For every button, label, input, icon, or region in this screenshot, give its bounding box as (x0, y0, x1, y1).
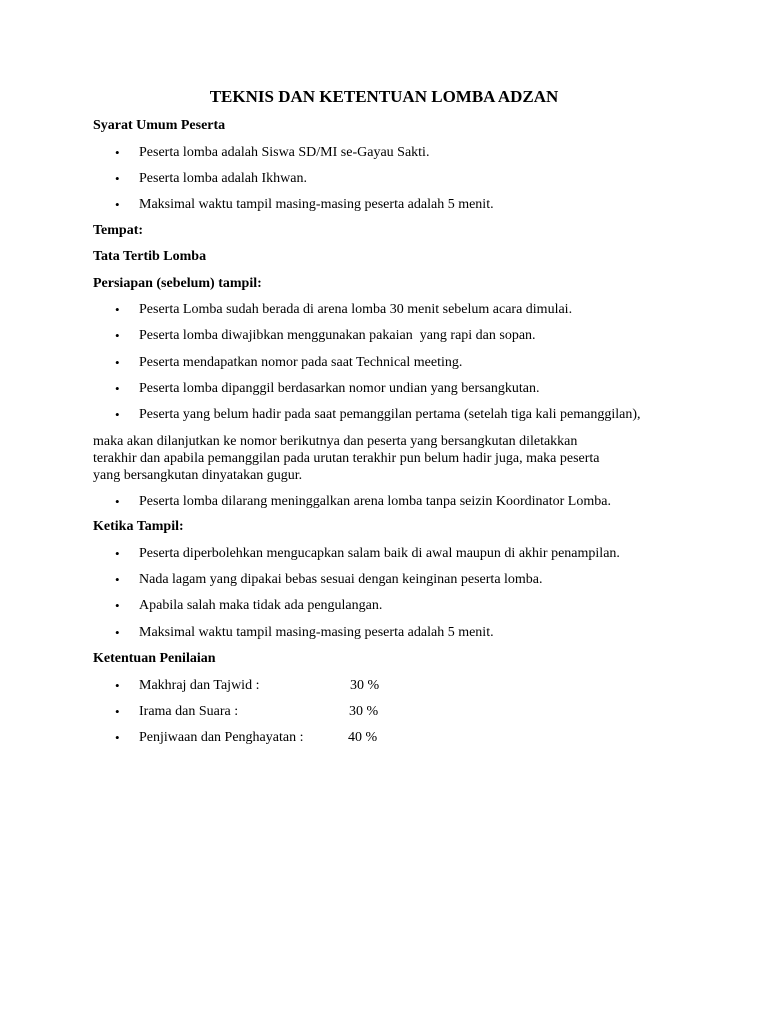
section-heading-persiapan: Persiapan (sebelum) tampil: (93, 276, 262, 291)
bullet-icon: • (115, 381, 120, 396)
continuation-paragraph (93, 433, 693, 484)
bullet-icon: • (115, 572, 120, 587)
list-item-text: Peserta lomba dipanggil berdasarkan nomor undian yang bersangkutan. (139, 381, 540, 396)
section-heading-tempat: Tempat: (93, 223, 144, 238)
list-item-text: Apabila salah maka tidak ada pengulangan. (139, 598, 383, 613)
list-item (0, 545, 768, 563)
bullet-icon: • (115, 598, 120, 613)
list-item-text: Peserta yang belum hadir pada saat pemanggilan pertama (setelah tiga kali pemanggilan), (139, 407, 641, 422)
list-item (0, 624, 768, 642)
list-item-text: Maksimal waktu tampil masing-masing peserta adalah 5 menit. (139, 197, 494, 212)
section-heading-penilaian: Ketentuan Penilaian (93, 651, 216, 666)
list-item (0, 597, 768, 615)
section-heading-syarat: Syarat Umum Peserta (93, 118, 226, 133)
bullet-icon: • (115, 197, 120, 212)
scoring-value: 30 % (349, 704, 379, 719)
bullet-icon: • (115, 145, 120, 160)
bullet-icon: • (115, 625, 120, 640)
list-item-text: Peserta Lomba sudah berada di arena lomba 30 menit sebelum acara dimulai. (139, 302, 573, 317)
list-item (0, 380, 768, 398)
list-item (0, 144, 768, 162)
list-item-text: Peserta diperbolehkan mengucapkan salam baik di awal maupun di akhir penampilan. (139, 546, 620, 561)
list-item (0, 327, 768, 345)
list-item-text: Peserta lomba diwajibkan menggunakan pakaian yang rapi dan sopan. (139, 328, 536, 343)
scoring-label: Irama dan Suara : (139, 704, 239, 719)
scoring-label: Penjiwaan dan Penghayatan : (139, 730, 304, 745)
bullet-icon: • (115, 730, 120, 745)
scoring-label: Makhraj dan Tajwid : (139, 678, 260, 693)
bullet-icon: • (115, 407, 120, 422)
paragraph-line: maka akan dilanjutkan ke nomor berikutnya dan peserta yang bersangkutan diletakkan (93, 434, 578, 449)
list-item (0, 493, 768, 511)
section-heading-tata-tertib: Tata Tertib Lomba (93, 249, 207, 264)
list-item (0, 170, 768, 188)
scoring-item (0, 729, 768, 747)
list-item-text: Peserta lomba adalah Siswa SD/MI se-Gayau Sakti. (139, 145, 430, 160)
document-title: TEKNIS DAN KETENTUAN LOMBA ADZAN (209, 87, 559, 106)
scoring-item (0, 677, 768, 695)
list-item (0, 354, 768, 372)
bullet-icon: • (115, 302, 120, 317)
bullet-icon: • (115, 494, 120, 509)
list-item-text: Peserta lomba adalah Ikhwan. (139, 171, 307, 186)
bullet-icon: • (115, 328, 120, 343)
paragraph-line: terakhir dan apabila pemanggilan pada urutan terakhir pun belum hadir juga, maka peserta (93, 451, 600, 466)
list-item-text: Maksimal waktu tampil masing-masing peserta adalah 5 menit. (139, 625, 494, 640)
bullet-icon: • (115, 171, 120, 186)
list-item (0, 406, 768, 424)
bullet-icon: • (115, 678, 120, 693)
bullet-icon: • (115, 704, 120, 719)
scoring-item (0, 703, 768, 721)
bullet-icon: • (115, 355, 120, 370)
list-item-text: Peserta mendapatkan nomor pada saat Technical meeting. (139, 355, 463, 370)
list-item (0, 571, 768, 589)
bullet-icon: • (115, 546, 120, 561)
list-item (0, 196, 768, 214)
paragraph-line: yang bersangkutan dinyatakan gugur. (93, 468, 303, 483)
section-heading-ketika-tampil: Ketika Tampil: (93, 519, 184, 534)
scoring-value: 30 % (350, 678, 380, 693)
scoring-value: 40 % (348, 730, 378, 745)
list-item-text: Peserta lomba dilarang meninggalkan arena lomba tanpa seizin Koordinator Lomba. (139, 494, 611, 509)
list-item-text: Nada lagam yang dipakai bebas sesuai dengan keinginan peserta lomba. (139, 572, 543, 587)
list-item (0, 301, 768, 319)
